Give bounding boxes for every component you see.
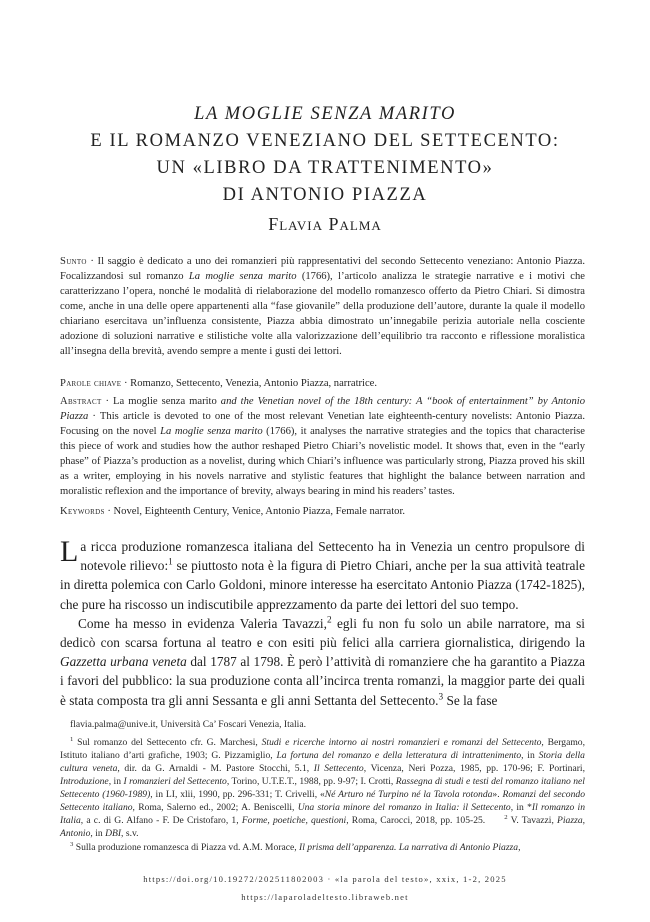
title-line-2: E IL ROMANZO VENEZIANO DEL SETTECENTO: [90,131,560,151]
body-text: La ricca produzione romanzesca italiana del Settecento ha in Venezia un centro propulsore di notevole rilievo:$^1$ se piuttosto nota è la figura di Pietro Chiari, anche per la sua attività teatrale in diretta polemica con Carlo Goldoni, minore interesse ha esercitato Antonio Piazza (1742-1825), che pure ha riscosso un indiscutibile apprezzamento da parte dei lettori del suo tempo. Come ha messo in evidenza Valeria Tavazzi,$^2$ egli fu non fu solo un abile narratore, ma si dedicò con scarsa fortuna al teatro e con esiti più felici alla carriera giornalistica, dirigendo la Gazzetta urbana veneta dal 1787 al 1798. È però l’attività di romanziere che ha garantito a Piazza i favori del pubblico: la sua produzione conta all’incirca trenta romanzi, la maggior parte dei quali è stata composta tra gli anni Sessanta e gli anni Settanta del Settecento.$^3$ Se la fase [60,537,585,710]
body-paragraph-2: Come ha messo in evidenza Valeria Tavazzi,$^2$ egli fu non fu solo un abile narratore, ma si dedicò con scarsa fortuna al teatro e con esiti più felici alla carriera giornalistica, dirigendo la Gazzetta urbana veneta dal 1787 al 1798. È però l’attività di romanziere che ha garantito a Piazza i favori del pubblico: la sua produzione conta all’incirca trenta romanzi, la maggior parte dei quali è stata composta tra gli anni Sessanta e gli anni Settanta del Settecento.$^3$ Se la fase [60,615,585,708]
keywords-label: Keywords [60,506,105,517]
sunto-paragraph: Sunto · Il saggio è dedicato a uno dei romanzieri più rappresentativi del secondo Settecento veneziano: Antonio Piazza. Focalizzandosi sul romanzo La moglie senza marito (1766), l’articolo analizza le strategie narrative e i motivi che caratterizzano l’opera, nonché le modalità di rielaborazione del modello romanzesco offerto da Pietro Chiari. Si dimostra come, anche in una delle opere appartenenti alla “fase giovanile” della produzione dell’autore, durante la quale il modello chiariano esercitava un’influenza consistente, Piazza abbia dimostrato un’innegabile perizia autoriale nella cosciente adozione di soluzioni narrative e stilistiche volte alla valorizzazione dell’equilibrio tra racconto e riflessione moralistica all’insegna della brevità, avendo sempre a mente i gusti dei lettori. [60,256,586,357]
footnote-ref-3: 3 [438,692,444,703]
parole-label: Parole chiave [60,378,122,389]
drop-cap: L [60,535,79,568]
footer-url: https://laparoladeltesto.libraweb.net [241,892,409,902]
parole-chiave: Parole chiave · Romanzo, Settecento, Venezia, Antonio Piazza, narratrice. [60,378,378,389]
footnote-3: $^3$ Sulla produzione romanzesca di Piazza vd. A.M. Morace, Il prisma dell’apparenza. La narrativa di Antonio Piazza, [70,840,521,853]
keywords: Keywords · Novel, Eighteenth Century, Venice, Antonio Piazza, Female narrator. [60,506,406,517]
footnotes [60,718,585,855]
title-line-3: UN «LIBRO DA TRATTENIMENTO» [156,158,494,178]
author-affiliation: flavia.palma@unive.it, Università Ca’ Foscari Venezia, Italia. [70,719,306,730]
title-line-1: LA MOGLIE SENZA MARITO [194,104,456,124]
footer-doi: https://doi.org/10.19272/202511802003 · «la parola del testo», xxix, 1-2, 2025 [143,874,507,884]
abstract-paragraph: Abstract · La moglie senza marito and the Venetian novel of the 18th century: A “book of entertainment” by Antonio Piazza · This article is devoted to one of the most relevant Venetian late eighteenth-century novelists: Antonio Piazza. Focusing on the novel La moglie senza marito (1766), it analyses the narrative strategies and the topics that characterise this piece of work and studies how the author reshaped Pietro Chiari’s novelistic model. It shows that, even in the “early phase” of Piazza’s production as a novelist, during which Chiari’s influence was particularly strong, Piazza proved his skill as a writer, employing in his novels narrative and stylistic features that highlight the balance between narration and moralistic reflexion and the importance of brevity, always bearing in mind his readers’ tastes. [60,396,585,497]
footnote-ref-1: 1 [168,557,173,568]
abstract-label: Abstract [60,396,102,407]
author-name: Flavia Palma [268,214,382,234]
sunto-label: Sunto [60,256,87,267]
footnote-ref-2: 2 [326,615,332,626]
title-line-4: DI ANTONIO PIAZZA [222,185,428,205]
footnote-1: $^1$ Sul romanzo del Settecento cfr. G. Marchesi, Studi e ricerche intorno ai nostri romanzieri e romanzi del Settecento, Bergamo, Istituto italiano d’arti grafiche, 1903; G. Pizzamiglio, La fortuna del romanzo e della letteratura di intrattenimento, in Storia della cultura veneta, dir. da G. Arnaldi - M. Pastore Stocchi, 5.1, Il Settecento, Vicenza, Neri Pozza, 1985, pp. 170-96; F. Portinari, Introduzione, in I romanzieri del Settecento, Torino, U.T.E.T., 1988, pp. 9-97; I. Crotti, Rassegna di studi e testi del romanzo italiano nel Settecento (1960-1989), in LI, xlii, 1990, pp. 296-331; T. Crivelli, «Né Arturo né Turpino né la Tavola rotonda». Romanzi del secondo Settecento italiano, Roma, Salerno ed., 2002; A. Beniscelli, Una storia minore del romanzo in Italia: il Settecento, in *Il romanzo in Italia, a c. di G. Alfano - F. De Cristofaro, 1, Forme, poetiche, questioni, Roma, Carocci, 2018, pp. 105-25. $^2$ V. Tavazzi, Piazza, Antonio, in DBI, s.v. [60,735,586,839]
